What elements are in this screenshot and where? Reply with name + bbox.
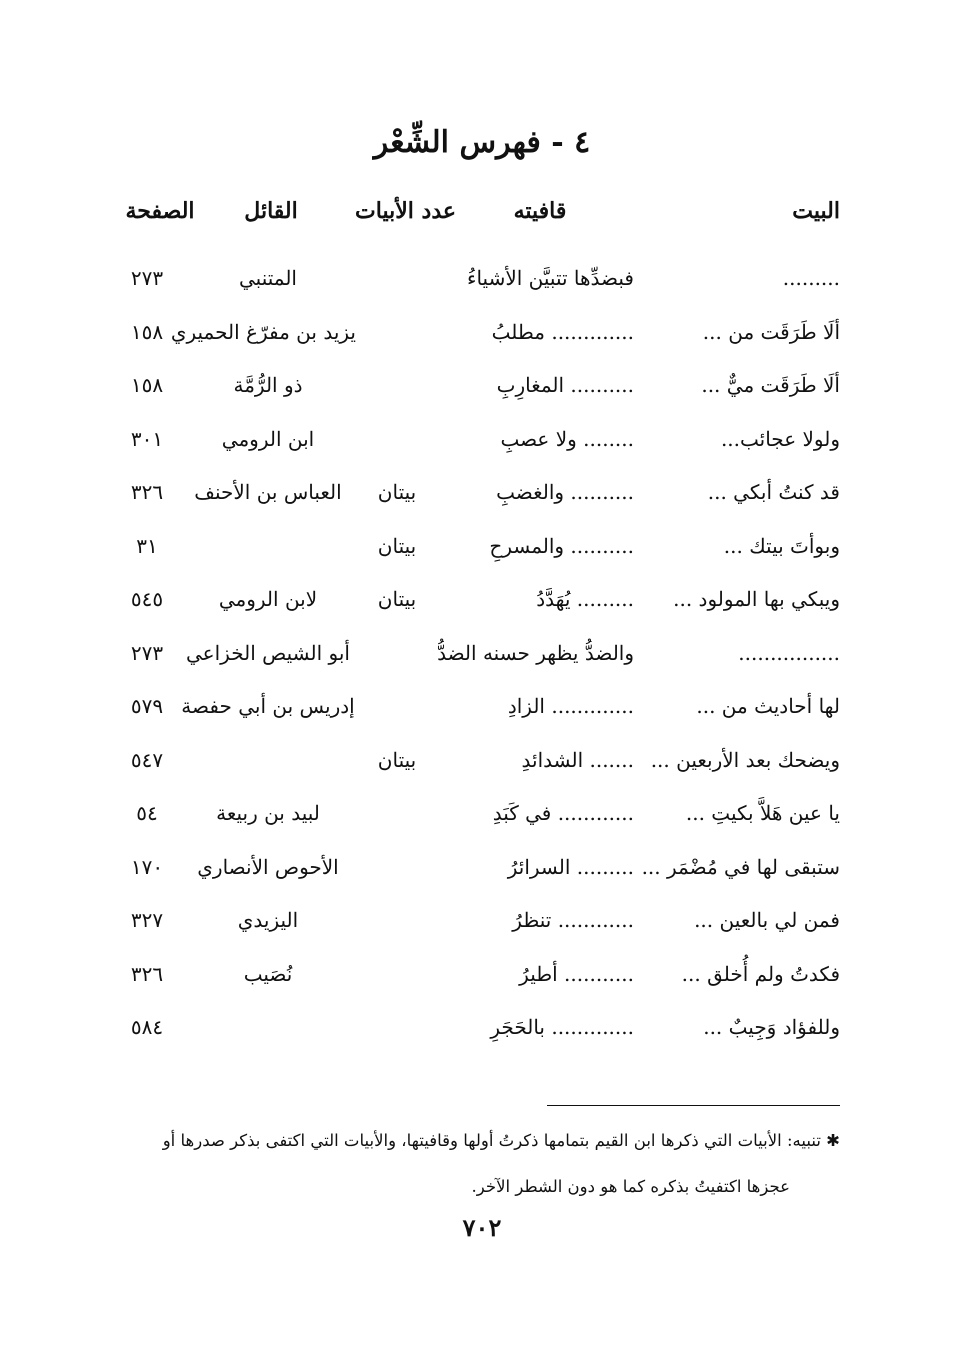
table-row <box>0 686 964 740</box>
footnote-line-1: ✱ تنبيه: الأبيات التي ذكرها ابن القيم بتمامها ذكرتُ أولها وقافيتها، والأبيات التي اكتفى بذكر صدرها أو <box>162 1131 840 1150</box>
header-count: عدد الأبيات <box>355 198 456 224</box>
page-title: ٤ - فهرس الشِّعْر <box>373 125 591 160</box>
rhyme-cell: ......... السرائرُ <box>507 854 634 879</box>
page-cell: ٥٤ <box>136 801 158 825</box>
rhyme-cell: ........ ولا عصبِ <box>500 426 634 451</box>
page-number: ٧٠٢ <box>462 1213 502 1242</box>
verse-cell: قد كنتُ أبكي ... <box>707 480 840 504</box>
poet-cell: الأحوص الأنصاري <box>197 854 339 879</box>
verse-cell: فكدتُ ولم أُخلق ... <box>681 961 840 986</box>
verse-cell: ولولا عجائب... <box>720 426 840 451</box>
rhyme-cell: .......... والغضبِ <box>496 480 634 504</box>
verse-cell: ألَا طَرَقَت من ... <box>702 319 840 344</box>
header-verse: البيت <box>792 198 840 224</box>
poet-cell: اليزيدي <box>237 908 299 932</box>
table-row <box>0 312 964 366</box>
page-cell: ٣٢٧ <box>130 908 164 932</box>
table-header <box>0 198 964 238</box>
table-row <box>0 740 964 794</box>
rhyme-cell: ............. بالحَجَرِ <box>490 1015 634 1039</box>
table-row <box>0 419 964 473</box>
table-row <box>0 954 964 1008</box>
verse-cell: ألَا طَرَقَت ميٌّ ... <box>701 373 840 397</box>
rhyme-cell: ............ تنظرُ <box>512 908 634 932</box>
verse-cell: ......... <box>782 266 840 290</box>
rhyme-cell: ............. مطلبُ <box>491 319 634 344</box>
poet-cell: يزيد بن مفرّغ الحميري <box>170 319 356 344</box>
poet-cell: ابن الرومي <box>221 426 315 451</box>
rhyme-cell: ........... أطيرُ <box>519 961 634 986</box>
page-cell: ٥٤٥ <box>130 587 164 611</box>
poet-cell: إدريس بن أبي حفصة <box>181 694 355 718</box>
rhyme-cell: ............ في كَبَدِ <box>492 801 634 825</box>
table-row <box>0 526 964 580</box>
verse-cell: ويضحك بعد الأربعين ... <box>650 747 840 772</box>
table-row <box>0 579 964 633</box>
verse-cell: يا عين هَلاَّ بكيتِ ... <box>685 801 840 825</box>
rhyme-cell: .......... المغارِبِ <box>496 373 634 397</box>
verse-cell: فمن لي بالعين ... <box>694 908 840 932</box>
table-row <box>0 1007 964 1061</box>
table-row <box>0 472 964 526</box>
table-row <box>0 900 964 954</box>
page-cell: ٥٧٩ <box>130 694 164 718</box>
header-poet: القائل <box>244 198 298 224</box>
page-cell: ١٥٨ <box>130 319 164 344</box>
rhyme-cell: ....... الشدائدِ <box>521 747 634 772</box>
rhyme-cell: ............. الزادِ <box>507 694 634 718</box>
footnote-divider <box>547 1105 840 1106</box>
page-cell: ٥٤٧ <box>130 747 164 772</box>
footnote <box>140 1118 840 1210</box>
rhyme-cell: .......... والمسرحِ <box>489 533 634 558</box>
page-cell: ٣١ <box>136 533 158 558</box>
verse-cell: ................ <box>738 640 840 665</box>
table-row <box>0 847 964 901</box>
page-cell: ٢٧٣ <box>130 266 164 290</box>
rhyme-cell: فبضدِّها تتبيَّن الأشياءُ <box>467 266 634 290</box>
table-row <box>0 793 964 847</box>
verse-cell: وبوأتَ بيتك ... <box>723 533 840 558</box>
rhyme-cell: والضدُّ يظهر حسنه الضدُّ <box>437 640 634 665</box>
poet-cell: العباس بن الأحنف <box>194 480 342 504</box>
page-cell: ٥٨٤ <box>130 1015 164 1039</box>
rhyme-cell: ......... يُهَدَّدُ <box>536 587 634 611</box>
page-cell: ٣٢٦ <box>130 961 164 986</box>
page-cell: ٣٢٦ <box>130 480 164 504</box>
table-row <box>0 258 964 312</box>
poet-cell: نُصَيب <box>243 961 293 986</box>
poet-cell: لبيد بن ربيعة <box>216 801 320 825</box>
verse-cell: ستبقى لها في مُضْمَر ... <box>641 854 840 879</box>
count-cell: بيتان <box>377 533 417 558</box>
header-rhyme: قافيته <box>513 198 567 224</box>
poet-cell: لابن الرومي <box>218 587 318 611</box>
page-cell: ١٧٠ <box>130 854 164 879</box>
poet-cell: أبو الشيص الخزاعي <box>186 640 350 665</box>
page-cell: ٣٠١ <box>130 426 164 451</box>
table-row <box>0 633 964 687</box>
verse-cell: لها أحاديث من ... <box>696 694 840 718</box>
page-cell: ١٥٨ <box>130 373 164 397</box>
poet-cell: المتنبي <box>239 266 297 290</box>
count-cell: بيتان <box>377 480 417 504</box>
page-cell: ٢٧٣ <box>130 640 164 665</box>
count-cell: بيتان <box>377 747 417 772</box>
poet-cell: ذو الرُّمَّة <box>233 373 303 397</box>
header-page: الصفحة <box>125 198 195 224</box>
count-cell: بيتان <box>377 587 417 611</box>
poetry-index-list <box>0 258 964 1061</box>
verse-cell: وللفؤاد وَجِيبٌ ... <box>703 1015 840 1039</box>
footnote-line-2: عجزها اكتفيتُ بذكره كما هو دون الشطر الآخر. <box>471 1177 790 1196</box>
verse-cell: ويبكي بها المولود ... <box>673 587 840 611</box>
table-row <box>0 365 964 419</box>
